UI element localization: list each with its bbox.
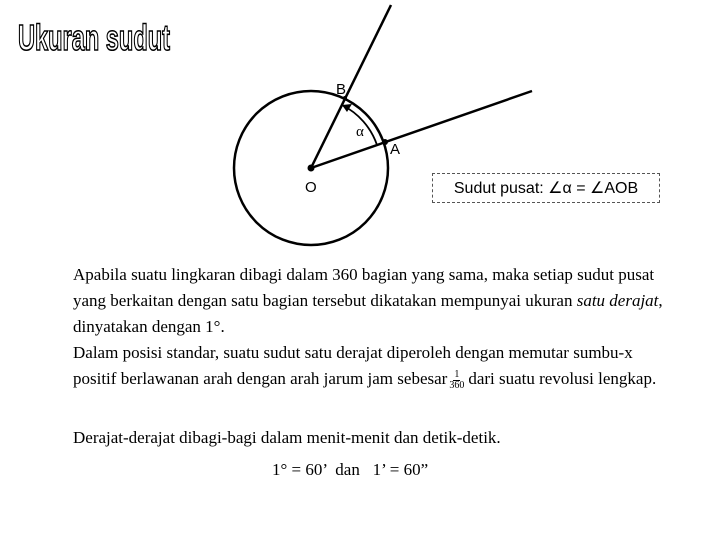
label-b: B bbox=[336, 81, 347, 98]
fraction-denominator: 360 bbox=[449, 379, 465, 391]
paragraph-1-italic: satu derajat bbox=[576, 291, 659, 310]
paragraph-1-text: Apabila suatu lingkaran dibagi dalam 360 bagian yang sama, maka setiap sudut pusat yang berkaitan dengan satu bagian tersebut dikatakan mempunyai ukuran bbox=[73, 265, 655, 310]
point-a bbox=[382, 139, 388, 145]
fraction-one-360 bbox=[449, 370, 464, 391]
paragraph-1 bbox=[73, 262, 673, 340]
point-o bbox=[308, 165, 315, 172]
page-title: Ukuran sudut bbox=[18, 17, 171, 58]
paragraph-2 bbox=[73, 340, 673, 392]
paragraph-2-end: dari suatu revolusi lengkap. bbox=[468, 369, 657, 388]
paragraph-3: Derajat-derajat dibagi-bagi dalam menit-menit dan detik-detik. bbox=[73, 428, 501, 447]
fraction-numerator: 1 bbox=[454, 368, 460, 380]
paragraph-1-end: , dinyatakan dengan 1°. bbox=[73, 291, 663, 336]
label-o: O bbox=[305, 179, 317, 196]
label-a: A bbox=[390, 141, 401, 158]
label-alpha: α bbox=[356, 124, 364, 140]
paragraph-2-text: Dalam posisi standar, suatu sudut satu derajat diperoleh dengan memutar sumbu-x positif berlawanan arah dengan arah jarum jam sebesar bbox=[73, 343, 633, 388]
central-angle-caption: Sudut pusat: ∠α = ∠AOB bbox=[432, 173, 660, 203]
degree-formula: 1° = 60’ dan 1’ = 60” bbox=[272, 460, 429, 479]
